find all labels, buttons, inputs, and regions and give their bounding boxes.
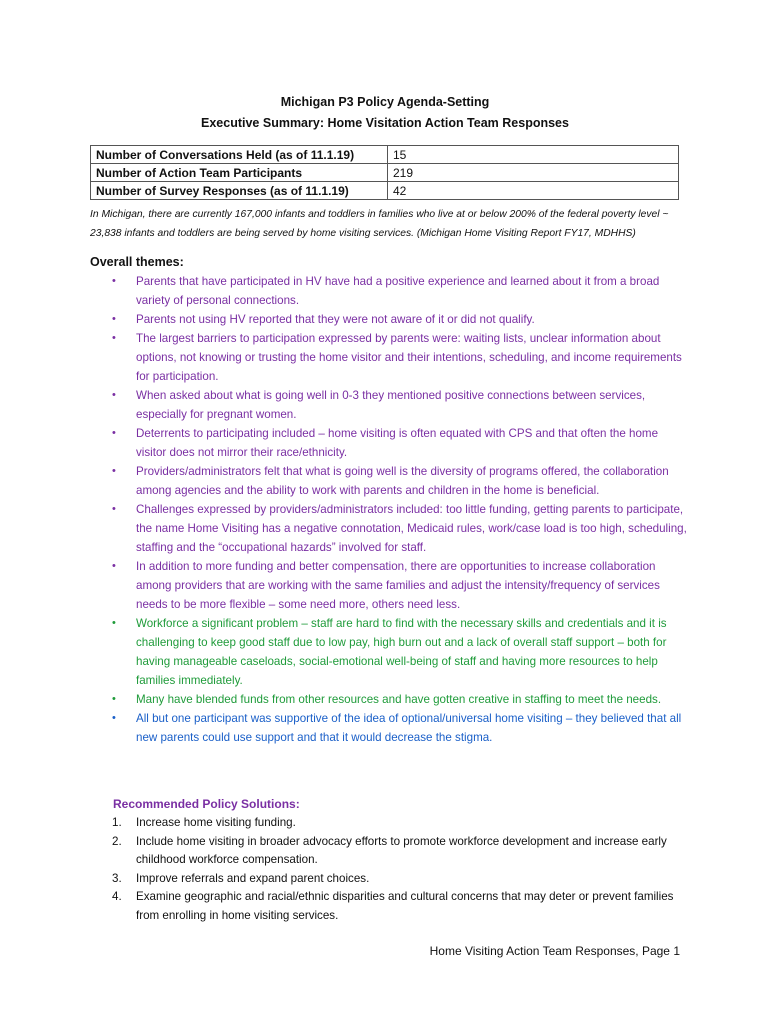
- list-item: [90, 310, 690, 329]
- theme-text: Providers/administrators felt that what is going well is the diversity of programs offered, the collaboration among agencies and the ability to work with parents and children in the home is beneficial.: [136, 465, 669, 497]
- recommendation-text: Increase home visiting funding.: [136, 816, 296, 829]
- bullet-icon: •: [112, 332, 116, 344]
- theme-text: Workforce a significant problem – staff are hard to find with the necessary skills and credentials and it is challenging to keep good staff due to low pay, high burn out and a lack of overall staff support – both for having manageable caseloads, social-emotional well-being of staff and having more resources to help families immediately.: [136, 617, 667, 687]
- document-subtitle: Executive Summary: Home Visitation Action Team Responses: [201, 116, 569, 130]
- list-item: [90, 272, 690, 310]
- themes-list: [90, 272, 690, 747]
- summary-value: 15: [388, 146, 679, 164]
- poverty-note: In Michigan, there are currently 167,000 infants and toddlers in families who live at or below 200% of the federal poverty level ~ 23,838 infants and toddlers are being served by home visiting services. (Michigan Home Visiting Report FY17, MDHHS): [90, 209, 669, 239]
- theme-text: The largest barriers to participation expressed by parents were: waiting lists, unclear information about options, not knowing or trusting the home visitor and their intentions, scheduling, and income requirements for participation.: [136, 332, 682, 383]
- list-item: [90, 329, 690, 386]
- theme-text: Parents that have participated in HV have had a positive experience and learned about it from a broad variety of personal connections.: [136, 275, 660, 307]
- list-item: [90, 814, 690, 833]
- list-item: [90, 870, 690, 889]
- bullet-icon: •: [112, 560, 116, 572]
- table-row: [91, 182, 679, 200]
- theme-text: Deterrents to participating included – home visiting is often equated with CPS and that often the home visitor does not mirror their race/ethnicity.: [136, 427, 659, 459]
- bullet-icon: •: [112, 313, 116, 325]
- recommended-heading: Recommended Policy Solutions:: [113, 797, 300, 811]
- theme-text: Many have blended funds from other resources and have gotten creative in staffing to meet the needs.: [136, 693, 662, 706]
- bullet-icon: •: [112, 503, 116, 515]
- list-item: [90, 614, 690, 690]
- bullet-icon: •: [112, 712, 116, 724]
- summary-label: Number of Conversations Held (as of 11.1.19): [91, 146, 388, 164]
- recommendation-text: Examine geographic and racial/ethnic disparities and cultural concerns that may deter or prevent families from enrolling in home visiting services.: [136, 890, 674, 922]
- table-row: [91, 164, 679, 182]
- bullet-icon: •: [112, 427, 116, 439]
- theme-text: In addition to more funding and better compensation, there are opportunities to increase collaboration among providers that are working with the same families and adjust the intensity/frequency of services needs to be more flexible – some need more, others need less.: [136, 560, 660, 611]
- recommendations-list: [90, 814, 690, 925]
- list-item: [90, 424, 690, 462]
- item-number: 3.: [112, 871, 122, 885]
- summary-table: [90, 145, 679, 200]
- bullet-icon: •: [112, 465, 116, 477]
- item-number: 2.: [112, 834, 122, 848]
- bullet-icon: •: [112, 275, 116, 287]
- document-title: Michigan P3 Policy Agenda-Setting: [280, 95, 490, 109]
- bullet-icon: •: [112, 389, 116, 401]
- list-item: [90, 888, 690, 925]
- recommendation-text: Include home visiting in broader advocacy efforts to promote workforce development and increase early childhood workforce compensation.: [136, 834, 667, 866]
- recommendation-text: Improve referrals and expand parent choices.: [136, 871, 370, 885]
- list-item: [90, 462, 690, 500]
- summary-label: Number of Survey Responses (as of 11.1.19): [91, 182, 388, 200]
- theme-text: Challenges expressed by providers/administrators included: too little funding, getting parents to participate, the name Home Visiting has a negative connotation, Medicaid rules, work/case load is too high, scheduling, staffing and the “occupational hazards” involved for staff.: [136, 503, 687, 554]
- theme-text: Parents not using HV reported that they were not aware of it or did not qualify.: [136, 313, 535, 326]
- summary-label: Number of Action Team Participants: [91, 164, 388, 182]
- theme-text: When asked about what is going well in 0-3 they mentioned positive connections between services, especially for pregnant women.: [136, 389, 646, 421]
- summary-value: 219: [388, 164, 679, 182]
- item-number: 4.: [112, 890, 122, 903]
- list-item: [90, 709, 690, 747]
- summary-value: 42: [388, 182, 679, 200]
- list-item: [90, 690, 690, 709]
- bullet-icon: •: [112, 617, 116, 629]
- overall-themes-heading: Overall themes:: [90, 255, 184, 269]
- theme-text: All but one participant was supportive of the idea of optional/universal home visiting – they believed that all new parents could use support and that it would decrease the stigma.: [136, 712, 682, 744]
- list-item: [90, 557, 690, 614]
- page-footer: Home Visiting Action Team Responses, Page 1: [429, 944, 680, 958]
- bullet-icon: •: [112, 693, 116, 705]
- list-item: [90, 833, 690, 870]
- list-item: [90, 500, 690, 557]
- table-row: [91, 146, 679, 164]
- list-item: [90, 386, 690, 424]
- item-number: 1.: [112, 816, 122, 829]
